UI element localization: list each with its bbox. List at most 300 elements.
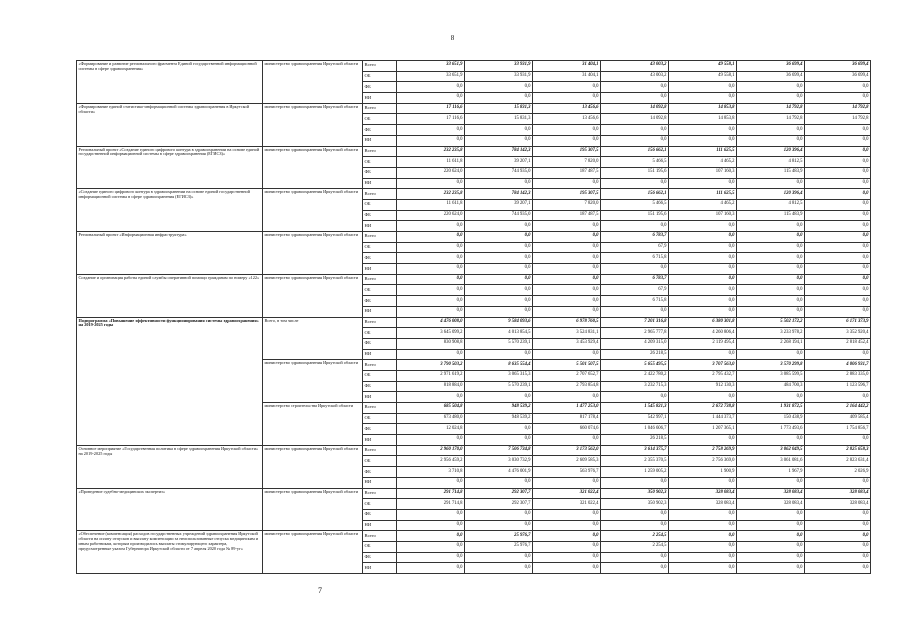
amount-cell: 0,0: [669, 477, 737, 488]
amount-cell: 49 558,1: [669, 61, 737, 72]
amount-cell: 3 062 049,5: [737, 445, 805, 456]
amount-cell: 5 466,5: [601, 157, 669, 168]
funding-source: ОБ: [363, 413, 397, 424]
amount-cell: 0,0: [669, 135, 737, 146]
amount-cell: 0,0: [601, 135, 669, 146]
amount-cell: 33 931,9: [465, 61, 533, 72]
row-executor: министерство здравоохранения Иркутской области: [263, 61, 363, 104]
amount-cell: 0,0: [601, 93, 669, 104]
amount-cell: 14 792,8: [805, 103, 871, 114]
row-description: «Формирование и развитие регионального фрагмента Единой государственной информационной системы в сфере здравоохранения»: [77, 61, 263, 104]
amount-cell: 15 831,3: [465, 114, 533, 125]
amount-cell: 4 465,2: [669, 157, 737, 168]
amount-cell: 0,0: [465, 264, 533, 275]
row-executor: министерство здравоохранения Иркутской области: [263, 103, 363, 146]
amount-cell: 3 232 715,3: [601, 381, 669, 392]
amount-cell: 0,0: [465, 509, 533, 520]
funding-source: ОБ: [363, 71, 397, 82]
amount-cell: 2 756 369,0: [669, 456, 737, 467]
amount-cell: 3 453 929,4: [533, 338, 601, 349]
funding-source: ФБ: [363, 467, 397, 478]
amount-cell: 2 254,5: [601, 541, 669, 552]
amount-cell: 36 699,4: [737, 71, 805, 82]
amount-cell: 3 790 503,2: [397, 360, 465, 371]
amount-cell: 0,0: [397, 242, 465, 253]
amount-cell: 4 812,5: [737, 157, 805, 168]
amount-cell: 0,0: [397, 477, 465, 488]
funding-source: НИ: [363, 477, 397, 488]
amount-cell: 1 773 493,6: [737, 424, 805, 435]
amount-cell: 36 699,4: [805, 71, 871, 82]
amount-cell: 156 662,1: [601, 146, 669, 157]
funding-source: ФБ: [363, 82, 397, 93]
amount-cell: 1 207 365,1: [669, 424, 737, 435]
amount-cell: 0,0: [397, 178, 465, 189]
amount-cell: 6 171 373,9: [805, 317, 871, 328]
amount-cell: 6 380 301,8: [669, 317, 737, 328]
amount-cell: 187 487,5: [533, 210, 601, 221]
amount-cell: 0,0: [397, 253, 465, 264]
amount-cell: 0,0: [533, 563, 601, 574]
table-row: [77, 232, 871, 243]
amount-cell: 43 003,2: [601, 61, 669, 72]
amount-cell: 4 209 315,0: [601, 338, 669, 349]
amount-cell: 660 074,6: [533, 424, 601, 435]
amount-cell: 25 976,7: [465, 541, 533, 552]
amount-cell: 0,0: [737, 82, 805, 93]
amount-cell: 0,0: [533, 221, 601, 232]
amount-cell: 0,0: [737, 541, 805, 552]
amount-cell: 0,0: [465, 93, 533, 104]
amount-cell: 43 003,2: [601, 71, 669, 82]
amount-cell: 120 396,4: [737, 189, 805, 200]
funding-source: ОБ: [363, 199, 397, 210]
amount-cell: 0,0: [601, 264, 669, 275]
amount-cell: 0,0: [669, 232, 737, 243]
amount-cell: 0,0: [805, 199, 871, 210]
amount-cell: 5 570 239,1: [465, 338, 533, 349]
amount-cell: 817 178,4: [533, 413, 601, 424]
amount-cell: 0,0: [805, 520, 871, 531]
amount-cell: 2 793 854,8: [533, 381, 601, 392]
amount-cell: 0,0: [669, 435, 737, 446]
amount-cell: 0,0: [397, 232, 465, 243]
amount-cell: 0,0: [533, 552, 601, 563]
row-description: Региональный проект «Информационная инфраструктура»: [77, 232, 263, 275]
amount-cell: 26 218,5: [601, 349, 669, 360]
funding-source: НИ: [363, 178, 397, 189]
amount-cell: 0,0: [533, 531, 601, 542]
funding-source: Всего: [363, 531, 397, 542]
funding-source: ФБ: [363, 125, 397, 136]
funding-source: НИ: [363, 563, 397, 574]
amount-cell: 0,0: [669, 541, 737, 552]
amount-cell: 292 307,7: [465, 488, 533, 499]
amount-cell: 0,0: [397, 135, 465, 146]
amount-cell: 0,0: [465, 520, 533, 531]
amount-cell: 0,0: [737, 563, 805, 574]
amount-cell: 0,0: [669, 125, 737, 136]
funding-source: НИ: [363, 135, 397, 146]
amount-cell: 0,0: [669, 552, 737, 563]
row-executor: министерство здравоохранения Иркутской области: [263, 274, 363, 317]
amount-cell: 563 976,7: [533, 467, 601, 478]
amount-cell: 0,0: [805, 242, 871, 253]
amount-cell: 0,0: [737, 392, 805, 403]
funding-source: ОБ: [363, 456, 397, 467]
table-row: [77, 274, 871, 285]
funding-source: Всего: [363, 403, 397, 414]
amount-cell: 0,0: [669, 178, 737, 189]
amount-cell: 3 645 099,2: [397, 328, 465, 339]
amount-cell: 0,0: [533, 253, 601, 264]
funding-source: НИ: [363, 264, 397, 275]
amount-cell: 0,0: [669, 82, 737, 93]
row-description: Создание и организация работы единой службы оперативной помощи гражданам по номеру «122»: [77, 274, 263, 317]
amount-cell: 0,0: [601, 221, 669, 232]
amount-cell: 4 476 001,9: [465, 467, 533, 478]
amount-cell: 0,0: [805, 541, 871, 552]
amount-cell: 0,0: [805, 435, 871, 446]
amount-cell: 0,0: [669, 392, 737, 403]
amount-cell: 0,0: [737, 435, 805, 446]
table-row: [77, 61, 871, 72]
funding-source: ОБ: [363, 285, 397, 296]
amount-cell: 0,0: [533, 264, 601, 275]
amount-cell: 0,0: [397, 306, 465, 317]
amount-cell: 4 006 931,7: [805, 360, 871, 371]
amount-cell: 5 655 495,5: [601, 360, 669, 371]
row-executor: министерство здравоохранения Иркутской области: [263, 189, 363, 232]
funding-source: ФБ: [363, 210, 397, 221]
amount-cell: 0,0: [465, 424, 533, 435]
amount-cell: 39 207,1: [465, 157, 533, 168]
amount-cell: 17 116,6: [397, 103, 465, 114]
funding-source: ОБ: [363, 541, 397, 552]
amount-cell: 151 195,6: [601, 210, 669, 221]
amount-cell: 2 758 269,9: [669, 445, 737, 456]
funding-source: ФБ: [363, 381, 397, 392]
amount-cell: 0,0: [533, 349, 601, 360]
table-row: [77, 488, 871, 499]
amount-cell: 39 207,1: [465, 199, 533, 210]
funding-source: ОБ: [363, 114, 397, 125]
amount-cell: 6 783,7: [601, 232, 669, 243]
amount-cell: 36 699,4: [737, 61, 805, 72]
amount-cell: 2 956 459,2: [397, 456, 465, 467]
amount-cell: 3 524 831,1: [533, 328, 601, 339]
table-row: [77, 189, 871, 200]
amount-cell: 0,0: [533, 509, 601, 520]
amount-cell: 0,0: [465, 306, 533, 317]
amount-cell: 784 142,3: [465, 189, 533, 200]
amount-cell: 6 715,8: [601, 296, 669, 307]
amount-cell: 0,0: [465, 125, 533, 136]
amount-cell: 0,0: [533, 232, 601, 243]
amount-cell: 0,0: [601, 520, 669, 531]
amount-cell: 4 812,5: [737, 199, 805, 210]
amount-cell: 0,0: [737, 242, 805, 253]
amount-cell: 0,0: [669, 221, 737, 232]
amount-cell: 0,0: [805, 349, 871, 360]
funding-source: НИ: [363, 520, 397, 531]
amount-cell: 120 396,4: [737, 146, 805, 157]
amount-cell: 187 487,5: [533, 167, 601, 178]
amount-cell: 0,0: [669, 563, 737, 574]
amount-cell: 0,0: [397, 82, 465, 93]
amount-cell: 0,0: [737, 135, 805, 146]
funding-source: ОБ: [363, 157, 397, 168]
amount-cell: 542 997,1: [601, 413, 669, 424]
amount-cell: 7 201 316,8: [601, 317, 669, 328]
amount-cell: 13 456,6: [533, 114, 601, 125]
amount-cell: 0,0: [465, 477, 533, 488]
amount-cell: 0,0: [737, 531, 805, 542]
amount-cell: 0,0: [465, 232, 533, 243]
amount-cell: 0,0: [737, 306, 805, 317]
amount-cell: 409 585,4: [805, 413, 871, 424]
amount-cell: 0,0: [669, 509, 737, 520]
amount-cell: 0,0: [669, 264, 737, 275]
funding-source: НИ: [363, 93, 397, 104]
amount-cell: 33 651,9: [397, 71, 465, 82]
amount-cell: 0,0: [465, 82, 533, 93]
amount-cell: 0,0: [805, 285, 871, 296]
budget-table: [76, 60, 871, 574]
amount-cell: 0,0: [601, 306, 669, 317]
amount-cell: 0,0: [397, 552, 465, 563]
funding-source: ОБ: [363, 328, 397, 339]
funding-source: Всего: [363, 274, 397, 285]
table-row: [77, 146, 871, 157]
amount-cell: 1 931 872,5: [737, 403, 805, 414]
amount-cell: 0,0: [533, 242, 601, 253]
amount-cell: 2 795 432,7: [669, 370, 737, 381]
amount-cell: 0,0: [737, 477, 805, 488]
amount-cell: 291 714,8: [397, 488, 465, 499]
row-executor: министерство здравоохранения Иркутской области: [263, 232, 363, 275]
amount-cell: 0,0: [397, 349, 465, 360]
amount-cell: 0,0: [397, 509, 465, 520]
amount-cell: 33 651,9: [397, 61, 465, 72]
row-executor: министерство здравоохранения Иркутской области: [263, 531, 363, 574]
row-description: «Формирование единой статистико-информационной системы здравоохранения в Иркутской области»: [77, 103, 263, 146]
amount-cell: 0,0: [397, 541, 465, 552]
amount-cell: 2 422 780,2: [601, 370, 669, 381]
amount-cell: 0,0: [601, 563, 669, 574]
row-description: Подпрограмма «Повышение эффективности функционирования системы здравоохранения» на 2019-2025 годы: [77, 317, 263, 445]
amount-cell: 0,0: [805, 563, 871, 574]
amount-cell: 0,0: [737, 125, 805, 136]
amount-cell: 0,0: [737, 349, 805, 360]
funding-source: НИ: [363, 435, 397, 446]
amount-cell: 1 967,9: [737, 467, 805, 478]
amount-cell: 484 700,3: [737, 381, 805, 392]
amount-cell: 673 480,0: [397, 413, 465, 424]
funding-source: НИ: [363, 349, 397, 360]
amount-cell: 0,0: [397, 392, 465, 403]
amount-cell: 3 061 081,6: [737, 456, 805, 467]
table-row: [77, 531, 871, 542]
amount-cell: 0,0: [465, 135, 533, 146]
funding-source: Всего: [363, 232, 397, 243]
amount-cell: 31 404,1: [533, 71, 601, 82]
amount-cell: 0,0: [465, 392, 533, 403]
amount-cell: 232 235,8: [397, 189, 465, 200]
amount-cell: 26 218,5: [601, 435, 669, 446]
amount-cell: 0,0: [737, 178, 805, 189]
amount-cell: 0,0: [805, 221, 871, 232]
amount-cell: 0,0: [737, 274, 805, 285]
amount-cell: 0,0: [533, 274, 601, 285]
amount-cell: 2 355 370,5: [601, 456, 669, 467]
amount-cell: 15 831,3: [465, 103, 533, 114]
amount-cell: 328 083,4: [805, 499, 871, 510]
amount-cell: 107 160,3: [669, 167, 737, 178]
amount-cell: 49 558,1: [669, 71, 737, 82]
amount-cell: 14 092,8: [601, 114, 669, 125]
amount-cell: 3 707 563,0: [669, 360, 737, 371]
amount-cell: 328 083,4: [737, 488, 805, 499]
bottom-mark: 7: [318, 586, 322, 595]
funding-source: Всего: [363, 61, 397, 72]
amount-cell: 0,0: [805, 306, 871, 317]
amount-cell: 67,9: [601, 285, 669, 296]
amount-cell: 8 635 554,4: [465, 360, 533, 371]
amount-cell: 0,0: [669, 520, 737, 531]
amount-cell: 744 935,0: [465, 167, 533, 178]
amount-cell: 17 116,6: [397, 114, 465, 125]
amount-cell: 3 614 375,7: [601, 445, 669, 456]
row-description: Основное мероприятие «Государственная политика в сфере здравоохранения Иркутской области» на 2019-2025 годы: [77, 445, 263, 488]
amount-cell: 328 083,4: [669, 488, 737, 499]
funding-source: ФБ: [363, 509, 397, 520]
amount-cell: 0,0: [805, 264, 871, 275]
amount-cell: 1 754 856,7: [805, 424, 871, 435]
amount-cell: 328 083,4: [669, 499, 737, 510]
amount-cell: 0,0: [533, 541, 601, 552]
amount-cell: 2 164 442,2: [805, 403, 871, 414]
funding-source: ОБ: [363, 499, 397, 510]
amount-cell: 0,0: [465, 349, 533, 360]
amount-cell: 4 465,2: [669, 199, 737, 210]
funding-source: ОБ: [363, 242, 397, 253]
amount-cell: 350 902,3: [601, 488, 669, 499]
amount-cell: 9 584 093,6: [465, 317, 533, 328]
amount-cell: 0,0: [465, 242, 533, 253]
amount-cell: 0,0: [533, 392, 601, 403]
amount-cell: 7 506 734,8: [465, 445, 533, 456]
amount-cell: 0,0: [737, 232, 805, 243]
amount-cell: 0,0: [465, 435, 533, 446]
amount-cell: 14 853,8: [669, 114, 737, 125]
amount-cell: 0,0: [533, 435, 601, 446]
amount-cell: 0,0: [805, 210, 871, 221]
amount-cell: 0,0: [669, 242, 737, 253]
amount-cell: 115 483,9: [737, 210, 805, 221]
amount-cell: 14 792,8: [737, 114, 805, 125]
amount-cell: 115 483,9: [737, 167, 805, 178]
amount-cell: 0,0: [397, 221, 465, 232]
amount-cell: 2 672 738,8: [669, 403, 737, 414]
amount-cell: 2 254,5: [601, 531, 669, 542]
amount-cell: 0,0: [737, 520, 805, 531]
amount-cell: 0,0: [533, 285, 601, 296]
amount-cell: 0,0: [737, 285, 805, 296]
amount-cell: 150 438,9: [737, 413, 805, 424]
amount-cell: 2 971 619,2: [397, 370, 465, 381]
amount-cell: 0,0: [465, 296, 533, 307]
amount-cell: 0,0: [397, 531, 465, 542]
funding-source: Всего: [363, 189, 397, 200]
amount-cell: 4 260 806,4: [669, 328, 737, 339]
amount-cell: 0,0: [669, 93, 737, 104]
funding-source: ФБ: [363, 552, 397, 563]
amount-cell: 195 307,5: [533, 189, 601, 200]
funding-source: Всего: [363, 317, 397, 328]
amount-cell: 14 792,8: [805, 114, 871, 125]
amount-cell: 6 783,7: [601, 274, 669, 285]
amount-cell: 948 539,2: [465, 403, 533, 414]
amount-cell: 0,0: [737, 253, 805, 264]
amount-cell: 2 818 452,4: [805, 338, 871, 349]
amount-cell: 0,0: [805, 274, 871, 285]
amount-cell: 0,0: [669, 285, 737, 296]
amount-cell: 0,0: [601, 125, 669, 136]
amount-cell: 0,0: [805, 189, 871, 200]
amount-cell: 0,0: [601, 392, 669, 403]
amount-cell: 0,0: [533, 306, 601, 317]
row-executor: министерство здравоохранения Иркутской области: [263, 360, 363, 403]
amount-cell: 2 707 652,7: [533, 370, 601, 381]
funding-source: ФБ: [363, 424, 397, 435]
funding-source: НИ: [363, 392, 397, 403]
page-number: 8: [450, 34, 455, 42]
amount-cell: 2 960 170,0: [397, 445, 465, 456]
row-description: «Создание единого цифрового контура в здравоохранении на основе единой государственной информационной системы в сфере здравоохранения (ЕГИСЗ)»: [77, 189, 263, 232]
amount-cell: 0,0: [601, 509, 669, 520]
amount-cell: 292 307,7: [465, 499, 533, 510]
amount-cell: 0,0: [533, 82, 601, 93]
amount-cell: 0,0: [805, 392, 871, 403]
amount-cell: 12 024,8: [397, 424, 465, 435]
funding-source: Всего: [363, 103, 397, 114]
amount-cell: 0,0: [805, 253, 871, 264]
amount-cell: 1 046 606,7: [601, 424, 669, 435]
amount-cell: 14 792,8: [737, 103, 805, 114]
amount-cell: 321 022,4: [533, 488, 601, 499]
amount-cell: 0,0: [669, 296, 737, 307]
amount-cell: 328 083,4: [737, 499, 805, 510]
amount-cell: 0,0: [533, 135, 601, 146]
amount-cell: 291 714,8: [397, 499, 465, 510]
amount-cell: 0,0: [805, 146, 871, 157]
amount-cell: 0,0: [465, 178, 533, 189]
amount-cell: 0,0: [805, 125, 871, 136]
row-description: Региональный проект «Создание единого цифрового контура в здравоохранении на основе единой государственной информационной системы в сфере здравоохранения (ЕГИСЗ)»: [77, 146, 263, 189]
row-executor: Всего, в том числе: [263, 317, 363, 360]
amount-cell: 0,0: [669, 274, 737, 285]
funding-source: ФБ: [363, 338, 397, 349]
row-description: «Проведение судебно-медицинских экспертиз»: [77, 488, 263, 531]
amount-cell: 0,0: [737, 221, 805, 232]
amount-cell: 0,0: [737, 93, 805, 104]
amount-cell: 0,0: [805, 135, 871, 146]
amount-cell: 0,0: [669, 349, 737, 360]
amount-cell: 784 142,3: [465, 146, 533, 157]
amount-cell: 830 908,8: [397, 338, 465, 349]
amount-cell: 1 900,9: [669, 467, 737, 478]
